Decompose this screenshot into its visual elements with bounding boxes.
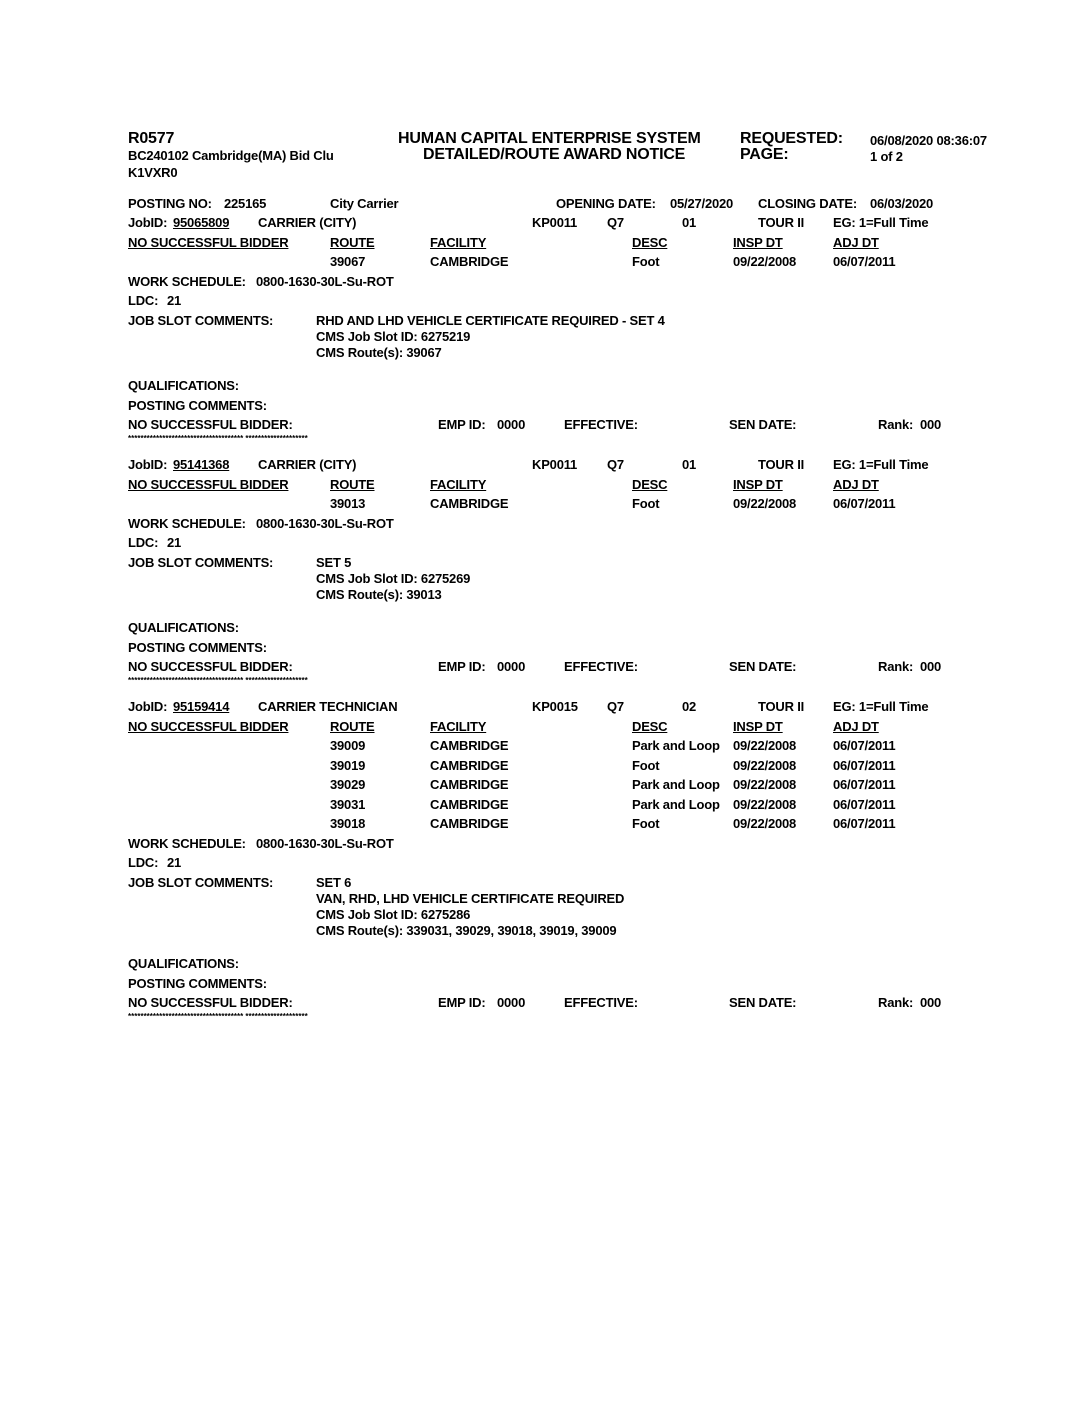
route-desc: Park and Loop bbox=[632, 777, 720, 792]
requested-value: 06/08/2020 08:36:07 bbox=[870, 133, 987, 148]
job-tour: TOUR II bbox=[758, 215, 805, 230]
no-successful-bidder-label: NO SUCCESSFUL BIDDER: bbox=[128, 659, 293, 675]
route-insp-date: 09/22/2008 bbox=[733, 254, 797, 269]
closing-date-label: CLOSING DATE: bbox=[758, 196, 857, 211]
route-adj-date: 06/07/2011 bbox=[833, 738, 896, 753]
report-id: R0577 bbox=[128, 130, 175, 147]
route-desc: Park and Loop bbox=[632, 796, 720, 812]
ldc-label: LDC: bbox=[128, 535, 159, 550]
route-facility: CAMBRIDGE bbox=[430, 496, 509, 511]
emp-id-label: EMP ID: bbox=[438, 417, 486, 433]
job-id-label: JobID: bbox=[128, 699, 168, 714]
job-title: CARRIER (CITY) bbox=[258, 457, 357, 472]
job-tour: TOUR II bbox=[758, 699, 805, 714]
rank-value: 000 bbox=[920, 995, 942, 1011]
job-slot-comment-line: CMS Job Slot ID: 6275219 bbox=[316, 328, 471, 344]
route-adj-date: 06/07/2011 bbox=[833, 796, 896, 812]
col-header-adj-dt: ADJ DT bbox=[833, 718, 879, 734]
job-id-link[interactable]: 95159414 bbox=[173, 699, 230, 714]
job-slot-comments-label: JOB SLOT COMMENTS: bbox=[128, 554, 274, 570]
job-slot-comment-line: SET 5 bbox=[316, 554, 352, 570]
ldc-label: LDC: bbox=[128, 293, 159, 308]
ldc-value: 21 bbox=[167, 855, 182, 870]
qualifications-label: QUALIFICATIONS: bbox=[128, 378, 239, 394]
route-insp-date: 09/22/2008 bbox=[733, 738, 797, 753]
job-kp-code: KP0011 bbox=[532, 457, 578, 472]
effective-label: EFFECTIVE: bbox=[564, 995, 638, 1011]
route-adj-date: 06/07/2011 bbox=[833, 777, 896, 792]
qualifications-label: QUALIFICATIONS: bbox=[128, 956, 239, 972]
work-schedule-value: 0800-1630-30L-Su-ROT bbox=[256, 273, 394, 289]
ldc-label: LDC: bbox=[128, 855, 159, 870]
route-facility: CAMBRIDGE bbox=[430, 757, 509, 773]
route-insp-date: 09/22/2008 bbox=[733, 496, 797, 511]
route-facility: CAMBRIDGE bbox=[430, 254, 509, 269]
col-header-bidder: NO SUCCESSFUL BIDDER bbox=[128, 476, 289, 492]
rank-value: 000 bbox=[920, 417, 942, 433]
route-adj-date: 06/07/2011 bbox=[833, 816, 896, 831]
route-adj-date: 06/07/2011 bbox=[833, 757, 896, 773]
no-successful-bidder-label: NO SUCCESSFUL BIDDER: bbox=[128, 995, 293, 1011]
page-label: PAGE: bbox=[740, 146, 789, 163]
requested-label: REQUESTED: bbox=[740, 130, 843, 147]
route-desc: Foot bbox=[632, 254, 660, 269]
col-header-bidder: NO SUCCESSFUL BIDDER bbox=[128, 234, 289, 250]
opening-date: 05/27/2020 bbox=[670, 196, 734, 211]
job-id-link[interactable]: 95141368 bbox=[173, 457, 230, 472]
sen-date-label: SEN DATE: bbox=[729, 417, 797, 433]
route-facility: CAMBRIDGE bbox=[430, 796, 509, 812]
system-title: HUMAN CAPITAL ENTERPRISE SYSTEM bbox=[398, 130, 701, 147]
job-tour: TOUR II bbox=[758, 457, 805, 472]
job-step: 01 bbox=[682, 457, 697, 472]
route-adj-date: 06/07/2011 bbox=[833, 496, 896, 511]
route-facility: CAMBRIDGE bbox=[430, 816, 509, 831]
closing-date: 06/03/2020 bbox=[870, 196, 934, 211]
col-header-route: ROUTE bbox=[330, 476, 375, 492]
job-title: CARRIER (CITY) bbox=[258, 215, 357, 230]
col-header-adj-dt: ADJ DT bbox=[833, 476, 879, 492]
separator-line: ************************************* ******************** bbox=[128, 676, 308, 686]
col-header-facility: FACILITY bbox=[430, 476, 487, 492]
col-header-facility: FACILITY bbox=[430, 718, 487, 734]
emp-id-label: EMP ID: bbox=[438, 659, 486, 675]
job-slot-comment-line: CMS Route(s): 39013 bbox=[316, 587, 442, 603]
col-header-desc: DESC bbox=[632, 476, 668, 492]
emp-id-label: EMP ID: bbox=[438, 995, 486, 1011]
emp-id-value: 0000 bbox=[497, 417, 526, 433]
col-header-route: ROUTE bbox=[330, 234, 375, 250]
job-slot-comment-line: VAN, RHD, LHD VEHICLE CERTIFICATE REQUIRED bbox=[316, 890, 625, 906]
qualifications-label: QUALIFICATIONS: bbox=[128, 620, 239, 636]
work-schedule-label: WORK SCHEDULE: bbox=[128, 835, 246, 851]
effective-label: EFFECTIVE: bbox=[564, 659, 638, 675]
emp-id-value: 0000 bbox=[497, 659, 526, 675]
col-header-desc: DESC bbox=[632, 718, 668, 734]
route-insp-date: 09/22/2008 bbox=[733, 757, 797, 773]
route-number: 39019 bbox=[330, 757, 366, 773]
job-step: 02 bbox=[682, 699, 697, 714]
route-facility: CAMBRIDGE bbox=[430, 738, 509, 753]
work-schedule-value: 0800-1630-30L-Su-ROT bbox=[256, 515, 394, 531]
job-slot-comment-line: RHD AND LHD VEHICLE CERTIFICATE REQUIRED - SET 4 bbox=[316, 312, 665, 328]
job-kp-code: KP0011 bbox=[532, 215, 578, 230]
opening-date-label: OPENING DATE: bbox=[556, 196, 656, 211]
job-slot-comments-label: JOB SLOT COMMENTS: bbox=[128, 874, 274, 890]
route-number: 39013 bbox=[330, 496, 366, 511]
job-eg: EG: 1=Full Time bbox=[833, 215, 929, 230]
route-desc: Park and Loop bbox=[632, 738, 720, 753]
route-insp-date: 09/22/2008 bbox=[733, 796, 797, 812]
col-header-route: ROUTE bbox=[330, 718, 375, 734]
route-desc: Foot bbox=[632, 496, 660, 511]
posting-comments-label: POSTING COMMENTS: bbox=[128, 639, 267, 655]
office-code: K1VXR0 bbox=[128, 165, 178, 180]
job-slot-comments-label: JOB SLOT COMMENTS: bbox=[128, 312, 274, 328]
separator-line: ************************************* ******************** bbox=[128, 1012, 308, 1022]
route-facility: CAMBRIDGE bbox=[430, 777, 509, 792]
job-grade: Q7 bbox=[607, 457, 624, 472]
job-slot-comment-line: CMS Route(s): 39067 bbox=[316, 345, 442, 361]
route-number: 39029 bbox=[330, 777, 366, 792]
route-number: 39067 bbox=[330, 254, 366, 269]
job-kp-code: KP0015 bbox=[532, 699, 578, 714]
posting-no: 225165 bbox=[224, 196, 267, 211]
col-header-bidder: NO SUCCESSFUL BIDDER bbox=[128, 718, 289, 734]
posting-comments-label: POSTING COMMENTS: bbox=[128, 975, 267, 991]
posting-type: City Carrier bbox=[330, 196, 399, 211]
route-number: 39031 bbox=[330, 796, 366, 812]
job-grade: Q7 bbox=[607, 699, 624, 714]
job-slot-comment-line: CMS Route(s): 339031, 39029, 39018, 39019, 39009 bbox=[316, 923, 617, 939]
route-number: 39018 bbox=[330, 816, 366, 831]
job-slot-comment-line: CMS Job Slot ID: 6275269 bbox=[316, 570, 471, 586]
ldc-value: 21 bbox=[167, 535, 182, 550]
job-id-link[interactable]: 95065809 bbox=[173, 215, 230, 230]
work-schedule-label: WORK SCHEDULE: bbox=[128, 273, 246, 289]
no-successful-bidder-label: NO SUCCESSFUL BIDDER: bbox=[128, 417, 293, 433]
route-desc: Foot bbox=[632, 757, 660, 773]
ldc-value: 21 bbox=[167, 293, 182, 308]
rank-label: Rank: bbox=[878, 659, 914, 675]
notice-title: DETAILED/ROUTE AWARD NOTICE bbox=[423, 146, 686, 163]
col-header-desc: DESC bbox=[632, 234, 668, 250]
posting-no-label: POSTING NO: bbox=[128, 196, 212, 211]
job-step: 01 bbox=[682, 215, 697, 230]
col-header-insp-dt: INSP DT bbox=[733, 234, 783, 250]
job-eg: EG: 1=Full Time bbox=[833, 457, 929, 472]
route-adj-date: 06/07/2011 bbox=[833, 254, 896, 269]
job-id-label: JobID: bbox=[128, 457, 168, 472]
sen-date-label: SEN DATE: bbox=[729, 659, 797, 675]
work-schedule-label: WORK SCHEDULE: bbox=[128, 515, 246, 531]
office-name: BC240102 Cambridge(MA) Bid Clu bbox=[128, 148, 334, 163]
job-title: CARRIER TECHNICIAN bbox=[258, 699, 398, 714]
route-desc: Foot bbox=[632, 816, 660, 831]
route-number: 39009 bbox=[330, 738, 366, 753]
job-slot-comment-line: SET 6 bbox=[316, 874, 352, 890]
sen-date-label: SEN DATE: bbox=[729, 995, 797, 1011]
job-slot-comment-line: CMS Job Slot ID: 6275286 bbox=[316, 907, 471, 923]
separator-line: ************************************* ******************** bbox=[128, 434, 308, 444]
route-insp-date: 09/22/2008 bbox=[733, 816, 797, 831]
route-insp-date: 09/22/2008 bbox=[733, 777, 797, 792]
job-id-label: JobID: bbox=[128, 215, 168, 230]
col-header-adj-dt: ADJ DT bbox=[833, 234, 879, 250]
job-grade: Q7 bbox=[607, 215, 624, 230]
rank-label: Rank: bbox=[878, 995, 914, 1011]
page-value: 1 of 2 bbox=[870, 149, 903, 164]
col-header-insp-dt: INSP DT bbox=[733, 718, 783, 734]
col-header-insp-dt: INSP DT bbox=[733, 476, 783, 492]
emp-id-value: 0000 bbox=[497, 995, 526, 1011]
rank-label: Rank: bbox=[878, 417, 914, 433]
effective-label: EFFECTIVE: bbox=[564, 417, 638, 433]
work-schedule-value: 0800-1630-30L-Su-ROT bbox=[256, 835, 394, 851]
job-eg: EG: 1=Full Time bbox=[833, 699, 929, 714]
posting-comments-label: POSTING COMMENTS: bbox=[128, 397, 267, 413]
rank-value: 000 bbox=[920, 659, 942, 675]
col-header-facility: FACILITY bbox=[430, 234, 487, 250]
